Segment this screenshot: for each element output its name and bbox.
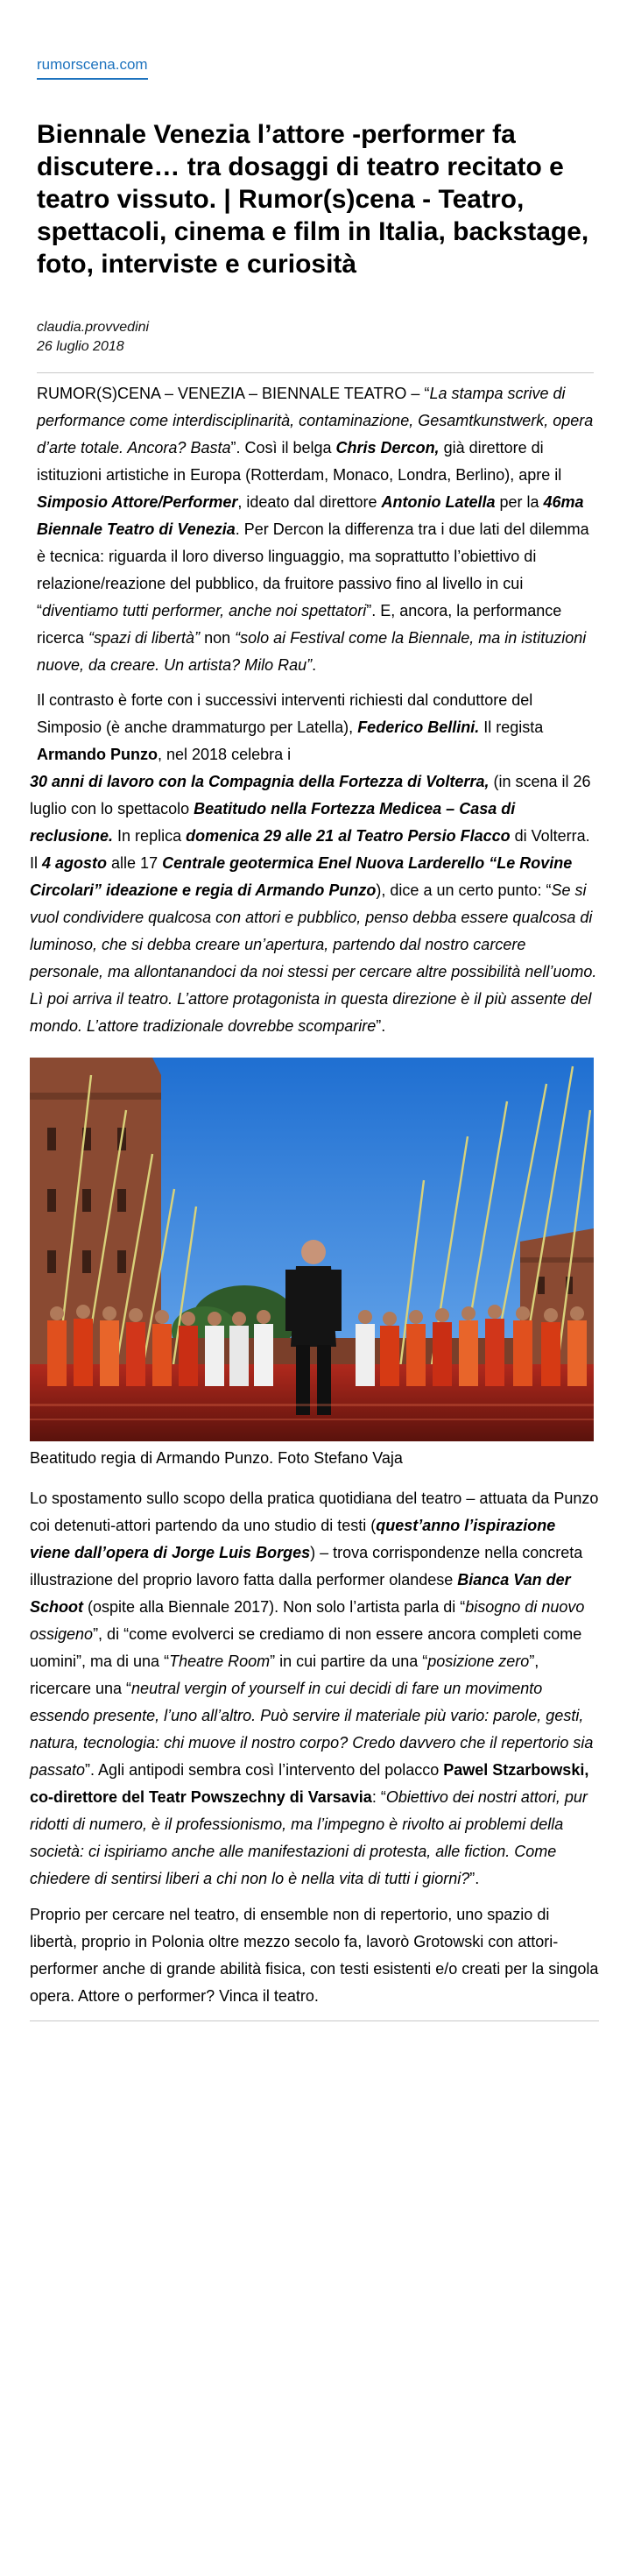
figure-caption: Beatitudo regia di Armando Punzo. Foto Stefano Vaja [30, 1449, 403, 1467]
article-author: claudia.provvedini [37, 320, 150, 335]
article-intro [37, 373, 594, 768]
article-photo [30, 1058, 594, 1441]
article-title: Biennale Venezia l’attore -performer fa discutere… tra dosaggi di teatro recitato e teatro vissuto. | Rumor(s)cena - Teatro, spettacoli, cinema e film in Italia, backstage, foto, interviste e curiosità [37, 120, 589, 279]
paragraph: 30 anni di lavoro con la Compagnia della Fortezza di Volterra, (in scena il 26 luglio con lo spettacolo Beatitudo nella Fortezza Medicea – Casa di reclusione. In replica domenica 29 alle 21 al Teatro Persio Flacco di Volterra. Il 4 agosto alle 17 Centrale geotermica Enel Nuova Larderello “Le Rovine Circolari” ideazione e regia di Armando Punzo), dice a un certo punto: “Se si vuol condividere qualcosa con attori e pubblico, penso debba essere qualcosa di luminoso, che si debba creare un’apertura, partendo dal nostro carcere personale, ma allontanandoci da noi stessi per cercare altre possibilità nell’uomo. Lì poi arriva il teatro. L’attore protagonista in questa direzione è il più assente del mondo. L’attore tradizionale dovrebbe scomparire”. [30, 773, 597, 1035]
paragraph: Lo spostamento sullo scopo della pratica quotidiana del teatro – attuata da Punzo coi detenuti-attori partendo da uno studio di testi (quest’anno l’ispirazione viene dall’opera di Jorge Luis Borges) – trova corrispondenze nella concreta illustrazione del proprio lavoro fatta dalla performer olandese Bianca Van der Schoot (ospite alla Biennale 2017). Non solo l’artista parla di “bisogno di nuovo ossigeno”, di “come evolverci se crediamo di non essere ancora completi come uomini”, ma di una “Theatre Room” in cui partire da una “posizione zero”, ricercare una “neutral vergin of yourself in cui decidi di fare un movimento essendo presente, l’uno all’altro. Può servire il materiale più vario: parole, gesti, natura, tecnologia: chi muove il nostro corpo? Credo davvero che il repertorio sia passato”. Agli antipodi sembra così l’intervento del polacco Pawel Stzarbowski, co-direttore del Teatr Powszechny di Varsavia: “Obiettivo dei nostri attori, pur ridotti di numero, è il professionismo, ma l’impegno è rivolto ai problemi della società: ci ispiriamo anche alle manifestazioni di protesta, alle fiction. Come chiedere di sentirsi liberi a chi non lo è nella vita di tutti i giorni?”. [30, 1490, 599, 1887]
paragraph: Il contrasto è forte con i successivi interventi richiesti dal conduttore del Simposio (è anche drammaturgo per Latella), Federico Bellini. Il regista Armando Punzo, nel 2018 celebra i [37, 691, 544, 763]
paragraph: Proprio per cercare nel teatro, di ensemble non di repertorio, uno spazio di libertà, proprio in Polonia oltre mezzo secolo fa, lavorò Grotowski con attori-performer anche di grande abilità fisica, con testi esistenti e/o creati per la singola opera. Attore o performer? Vinca il teatro. [30, 1906, 599, 2005]
paragraph: RUMOR(S)CENA – VENEZIA – BIENNALE TEATRO – “La stampa scrive di performance come interdisciplinarità, contaminazione, Gesamtkunstwerk, opera d’arte totale. Ancora? Basta”. Così il belga Chris Dercon, già direttore di istituzioni artistiche in Europa (Rotterdam, Monaco, Londra, Berlino), apre il Simposio Attore/Performer, ideato dal direttore Antonio Latella per la 46ma Biennale Teatro di Venezia. Per Dercon la differenza tra i due lati del dilemma è tecnica: riguarda il loro diverso linguaggio, ma soprattutto l’obiettivo di relazione/reazione del pubblico, da fruitore passivo fino al livello in cui “diventiamo tutti performer, anche noi spettatori”. E, ancora, la performance ricerca “spazi di libertà” non “solo ai Festival come la Biennale, ma in istituzioni nuove, da creare. Un artista? Milo Rau”. [37, 385, 594, 674]
site-link[interactable]: rumorscena.com [37, 56, 148, 80]
article-continuation [30, 768, 599, 1040]
article-body [30, 1485, 599, 2010]
article-figure [30, 1058, 599, 1469]
article-date: 26 luglio 2018 [37, 339, 124, 354]
divider [30, 2020, 599, 2021]
article-meta [37, 318, 594, 357]
